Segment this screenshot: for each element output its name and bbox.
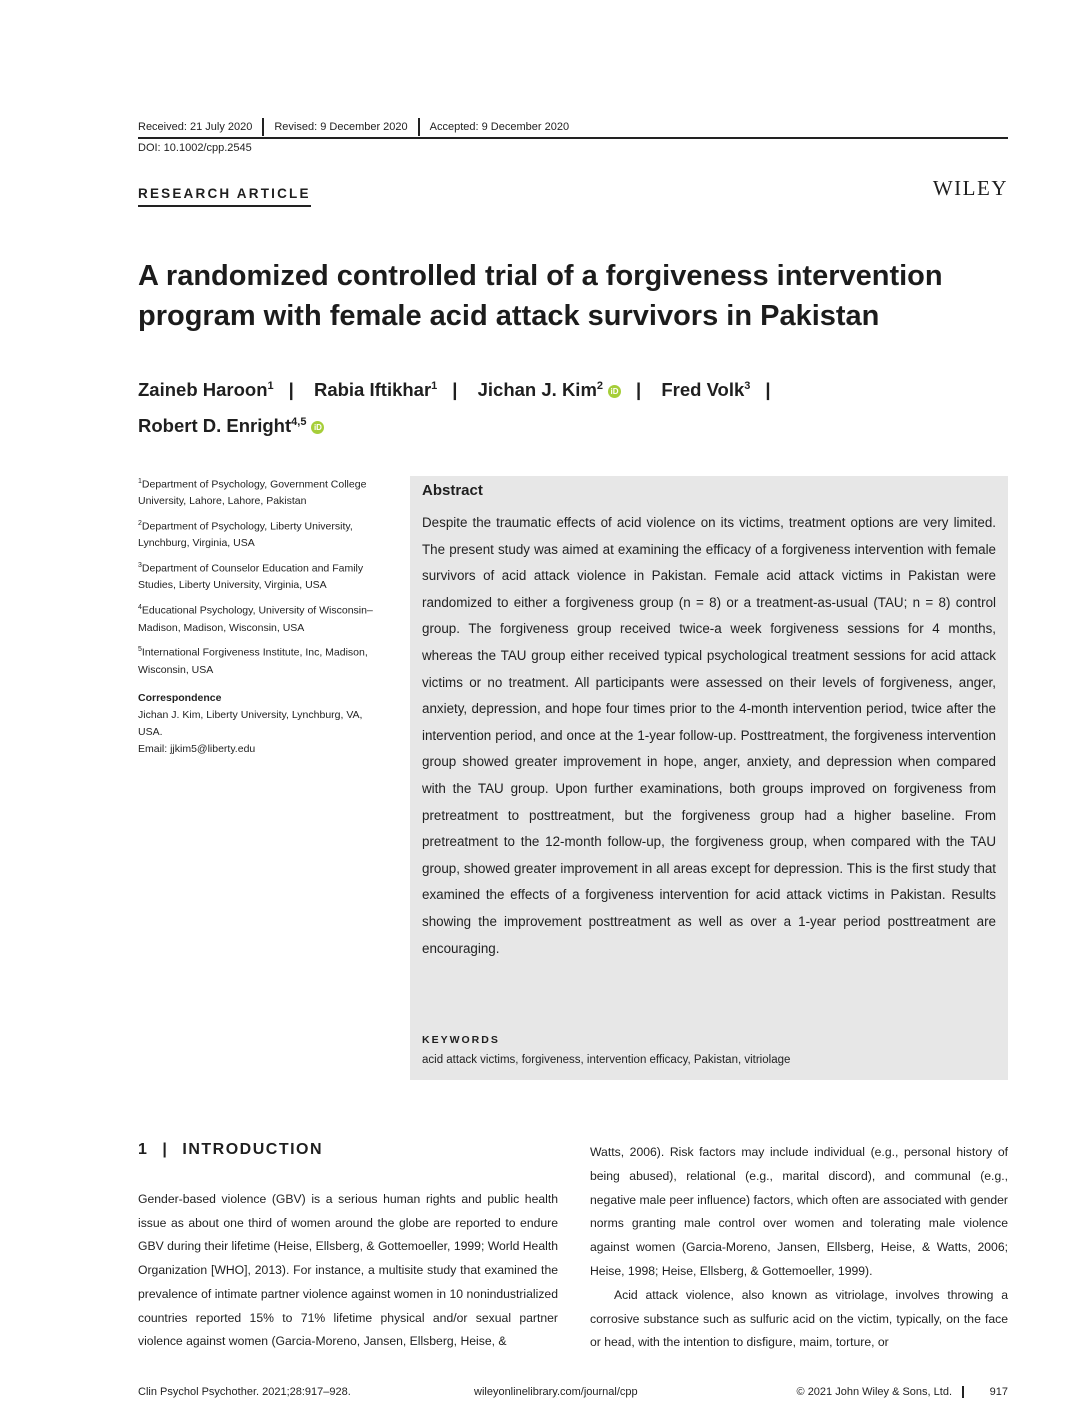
affiliations: [138, 474, 378, 758]
section-heading: 1 | INTRODUCTION: [138, 1141, 324, 1158]
paragraph: Gender-based violence (GBV) is a serious human rights and public health issue as about one third of women around the globe are reported to endure GBV during their lifetime (Heise, Ellsberg, & Gottemoeller, 1999; World Health Organization [WHO], 2013). For instance, a multisite study that examined the prevalence of intimate partner violence against women in 10 nonindustrialized countries reported 15% to 71% lifetime physical and/or sexual partner violence against women (Garcia-Moreno, Jansen, Ellsberg, Heise, &: [138, 1192, 558, 1349]
affiliation: $^4$Educational Psychology, University of Wisconsin–Madison, Madison, Wisconsin, USA: [138, 604, 373, 634]
body-column-left: [138, 1188, 558, 1354]
keywords: acid attack victims, forgiveness, intervention efficacy, Pakistan, vitriolage: [422, 1054, 791, 1066]
author[interactable]: Rabia Iftikhar$^1$: [313, 379, 438, 401]
correspondence-address: Jichan J. Kim, Liberty University, Lynchburg, VA, USA.: [138, 709, 363, 739]
affiliation: $^5$International Forgiveness Institute, Inc, Madison, Wisconsin, USA: [138, 646, 368, 676]
paragraph: Acid attack violence, also known as vitriolage, involves throwing a corrosive substance such as sulfuric acid on the victim, typically, on the face or head, with the intention to disfigure, maim, torture, or: [590, 1287, 1008, 1350]
article-type: RESEARCH ARTICLE: [138, 186, 311, 207]
publisher-logo: WILEY: [932, 176, 1008, 200]
received-date: Received: 21 July 2020: [138, 118, 264, 136]
abstract-text: Despite the traumatic effects of acid violence on its victims, treatment options are very limited. The present study was aimed at examining the efficacy of a forgiveness intervention with female survivors of acid attack violence in Pakistan. Female acid attack victims in Pakistan were randomized to either a forgiveness group (n = 8) or a treatment-as-usual (TAU; n = 8) control group. The forgiveness group received twice-a week forgiveness sessions for 4 months, whereas the TAU group either received typical psychological treatment sessions for acid attack victims or no treatment. All participants were assessed on their levels of forgiveness, anger, anxiety, depression, and hope four times prior to the 4-month intervention period, twice after the intervention period, and once at the 1-year follow-up. Posttreatment, the forgiveness intervention group showed greater improvement in hope, anger, anxiety, and depression when compared with the TAU group. Upon further examinations, both groups improved on forgiveness from pretreatment to posttreatment, but the forgiveness group had a higher baseline. From pretreatment to the 12-month follow-up, the forgiveness group, when compared with the TAU group, showed greater improvement in all areas except for depression. This is the first study that examined the effects of a forgiveness intervention for acid attack victims in Pakistan. Results showing the improvement posttreatment as well as over a 1-year period posttreatment are encouraging.: [422, 515, 996, 956]
affiliation: $^1$Department of Psychology, Government College University, Lahore, Lahore, Pakistan: [138, 478, 367, 508]
keywords-heading: KEYWORDS: [422, 1034, 500, 1046]
header-rule: [138, 137, 1008, 139]
copyright: © 2021 John Wiley & Sons, Ltd.: [797, 1386, 964, 1398]
affiliation: $^3$Department of Counselor Education and Family Studies, Liberty University, Virginia, USA: [138, 562, 364, 592]
author[interactable]: Zaineb Haroon$^1$: [138, 379, 274, 401]
revised-date: Revised: 9 December 2020: [274, 118, 419, 136]
orcid-icon[interactable]: iD: [608, 385, 621, 398]
author[interactable]: Fred Volk$^3$: [661, 379, 751, 401]
affiliation: $^2$Department of Psychology, Liberty University, Lynchburg, Virginia, USA: [138, 520, 353, 550]
accepted-date: Accepted: 9 December 2020: [429, 121, 570, 133]
journal-url[interactable]: wileyonlinelibrary.com/journal/cpp: [474, 1386, 638, 1398]
page-number: 917: [989, 1386, 1008, 1398]
journal-citation: Clin Psychol Psychother. 2021;28:917–928.: [138, 1386, 351, 1398]
correspondence-email[interactable]: Email: jjkim5@liberty.edu: [138, 742, 256, 755]
abstract-box: [410, 476, 1008, 1080]
body-column-right: [590, 1141, 1008, 1355]
doi[interactable]: DOI: 10.1002/cpp.2545: [138, 142, 252, 154]
section-number: 1: [138, 1141, 149, 1158]
correspondence-heading: Correspondence: [138, 692, 222, 705]
paragraph: Watts, 2006). Risk factors may include individual (e.g., personal history of being abused), relational (e.g., marital discord), and communal (e.g., negative male peer influence) factors, which often are associated with gender norms granting male control over women and tolerating male violence against women (Garcia-Moreno, Jansen, Ellsberg, Heise, & Watts, 2006; Heise, 1998; Heise, Ellsberg, & Gottemoeller, 1999).: [590, 1145, 1008, 1278]
abstract-heading: Abstract: [422, 482, 483, 499]
author[interactable]: Jichan J. Kim$^2$ iD: [478, 370, 621, 406]
section-title: INTRODUCTION: [182, 1141, 324, 1158]
publication-dates: [138, 116, 1008, 138]
author[interactable]: Robert D. Enright$^{4,5}$ iD: [138, 406, 324, 442]
orcid-icon[interactable]: iD: [311, 421, 324, 434]
author-list: Zaineb Haroon$^1$ | Rabia Iftikhar$^1$ | Jichan J. Kim$^2$ iD | Fred Volk$^3$ | Robert D. Enright$^{4,5}$ iD: [138, 370, 998, 442]
article-title: A randomized controlled trial of a forgiveness intervention program with female acid attack survivors in Pakistan: [138, 260, 943, 332]
